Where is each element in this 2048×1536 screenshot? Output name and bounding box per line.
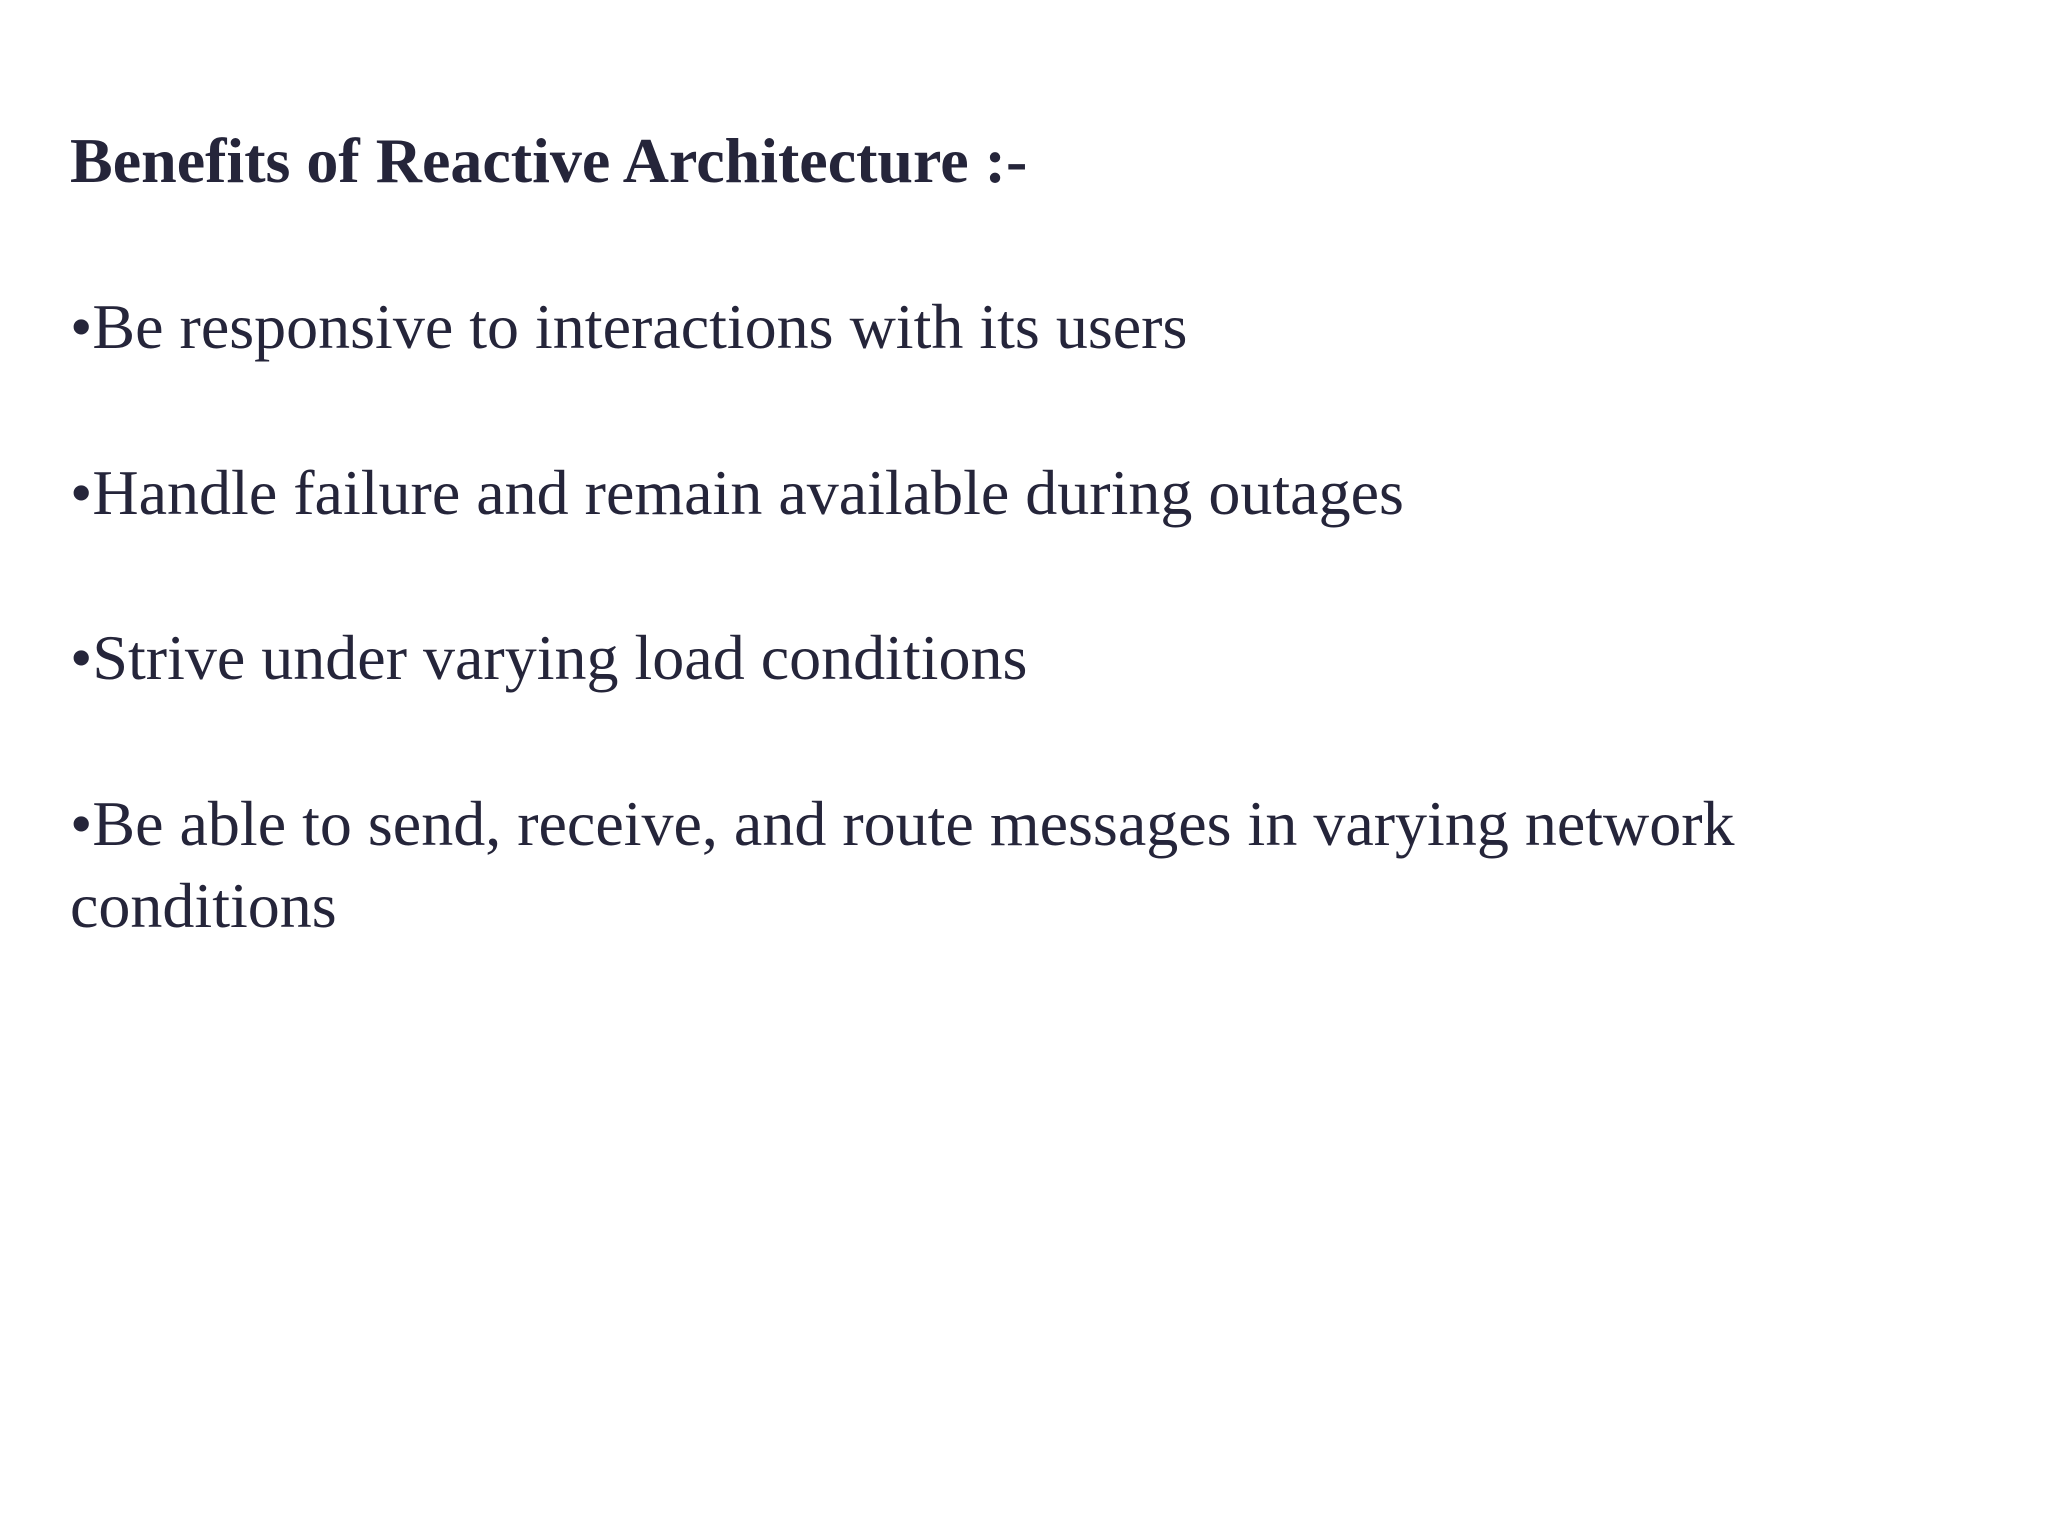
slide-title: Benefits of Reactive Architecture :- — [70, 125, 1028, 196]
benefit-item: •Be able to send, receive, and route messages in varying network conditions — [70, 788, 1735, 941]
benefit-item: •Strive under varying load conditions — [70, 622, 1028, 693]
benefit-item: •Be responsive to interactions with its users — [70, 291, 1188, 362]
benefit-item: •Handle failure and remain available during outages — [70, 457, 1404, 528]
